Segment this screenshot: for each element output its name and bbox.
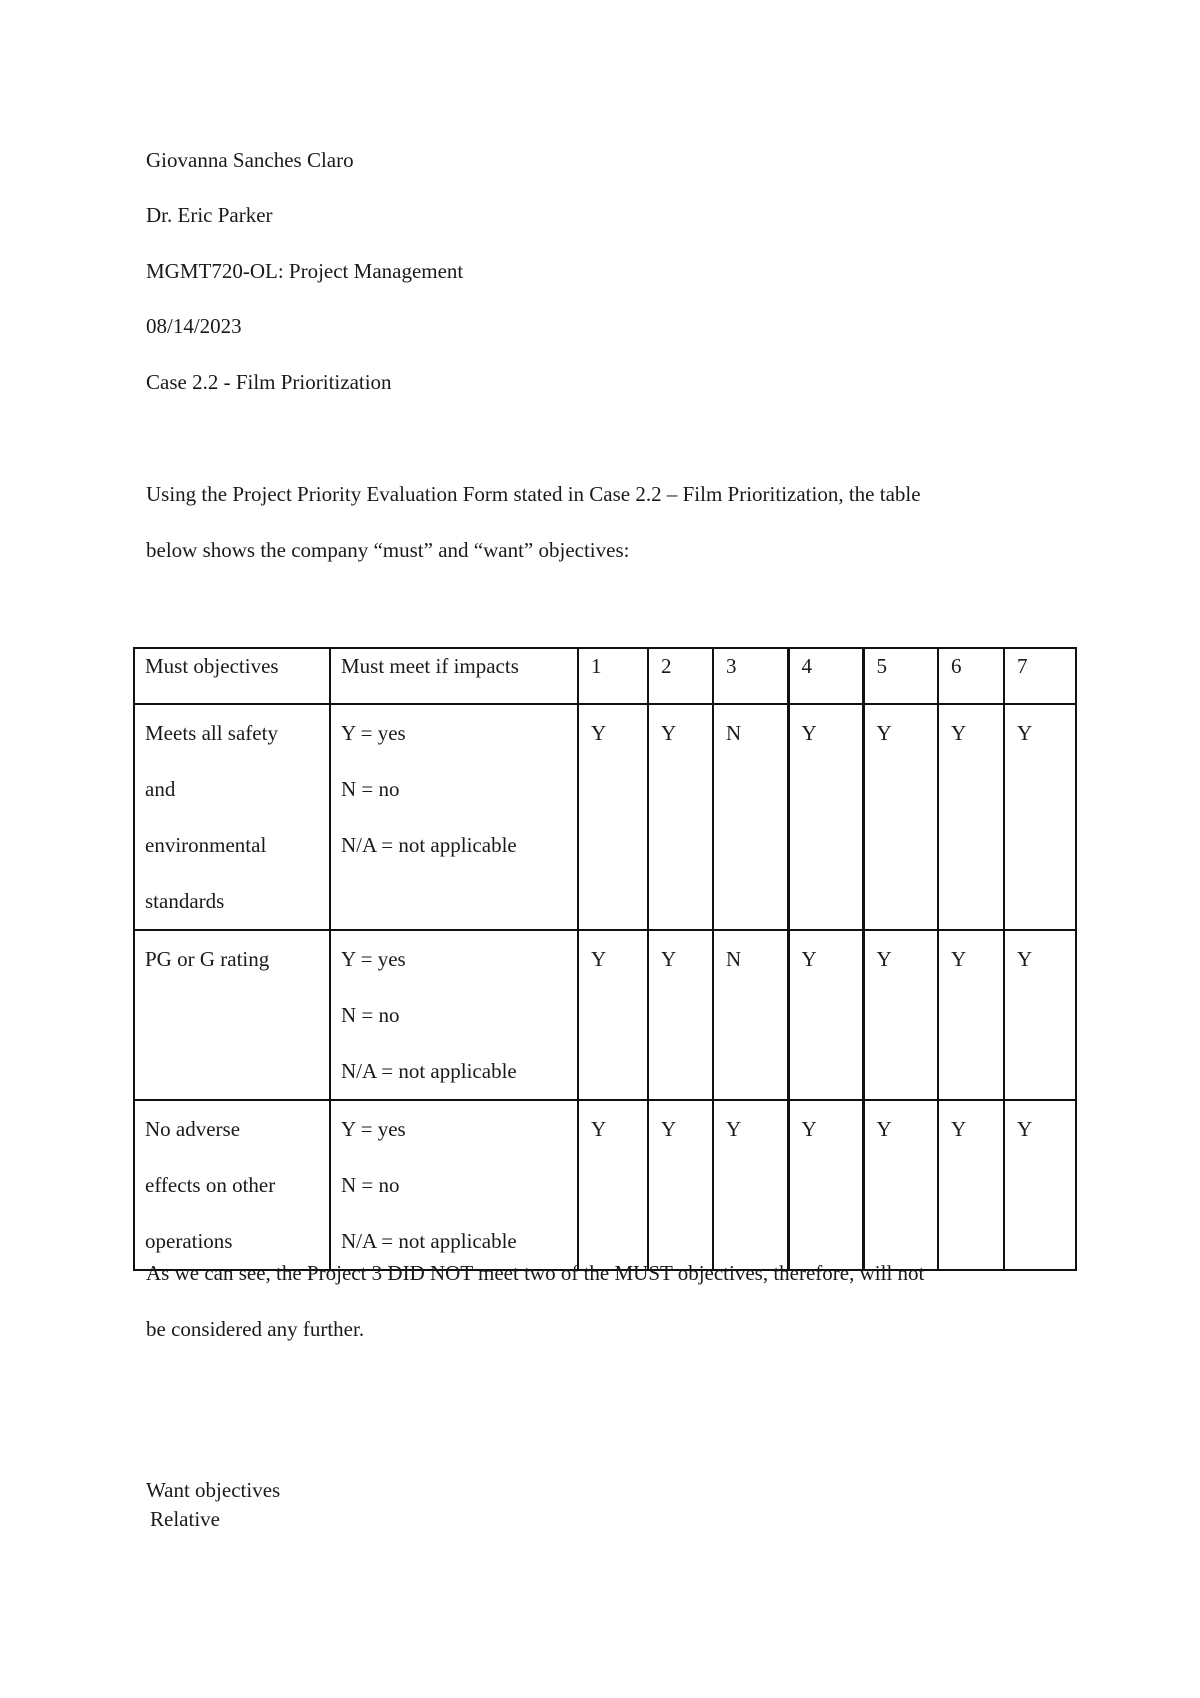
date: 08/14/2023 (146, 314, 242, 338)
course-name: MGMT720-OL: Project Management (146, 259, 464, 283)
table-row-adverse-effects (134, 1100, 1076, 1270)
want-objectives-heading: Want objectives (146, 1478, 281, 1502)
value-cell: Y (578, 930, 648, 1100)
author-name: Giovanna Sanches Claro (146, 148, 354, 172)
criteria-cell (330, 1100, 578, 1270)
value-cell: Y (1004, 1100, 1076, 1270)
value-cell: Y (1004, 704, 1076, 930)
value-cell: Y (788, 1100, 863, 1270)
header-project-2: 2 (648, 648, 713, 704)
objective-text: Meets all safety (145, 721, 278, 745)
objective-text: effects on other (145, 1173, 276, 1197)
header-project-4: 4 (788, 648, 863, 704)
criteria-cell (330, 930, 578, 1100)
value-cell: N (713, 704, 788, 930)
criteria-text: Y = yes (341, 947, 406, 971)
value-cell: N (713, 930, 788, 1100)
header-project-3: 3 (713, 648, 788, 704)
objective-text: operations (145, 1229, 233, 1253)
value-cell: Y (788, 704, 863, 930)
objective-text: and (145, 777, 176, 801)
conclusion-line-2: be considered any further. (146, 1317, 365, 1341)
objective-cell (134, 704, 330, 930)
value-cell: Y (938, 704, 1004, 930)
value-cell: Y (578, 704, 648, 930)
criteria-text: N/A = not applicable (341, 1059, 517, 1083)
value-cell: Y (648, 930, 713, 1100)
table-header-row (134, 648, 1076, 704)
value-cell: Y (938, 930, 1004, 1100)
value-cell: Y (713, 1100, 788, 1270)
value-cell: Y (1004, 930, 1076, 1100)
objective-text: PG or G rating (145, 947, 270, 971)
criteria-text: Y = yes (341, 721, 406, 745)
criteria-text: N = no (341, 1173, 400, 1197)
header-project-5: 5 (863, 648, 938, 704)
header-project-7: 7 (1004, 648, 1076, 704)
criteria-text: N = no (341, 1003, 400, 1027)
value-cell: Y (788, 930, 863, 1100)
value-cell: Y (938, 1100, 1004, 1270)
table-row-rating (134, 930, 1076, 1100)
instructor-name: Dr. Eric Parker (146, 203, 273, 227)
header-project-1: 1 (578, 648, 648, 704)
document-title: Case 2.2 - Film Prioritization (146, 370, 392, 394)
must-objectives-table (133, 647, 1077, 1271)
header-must-objectives: Must objectives (134, 648, 330, 704)
objective-cell (134, 1100, 330, 1270)
value-cell: Y (648, 1100, 713, 1270)
intro-line-2: below shows the company “must” and “want” objectives: (146, 538, 630, 562)
objective-text: standards (145, 889, 225, 913)
criteria-text: N/A = not applicable (341, 833, 517, 857)
objective-text: No adverse (145, 1117, 241, 1141)
relative-subheading: Relative (150, 1507, 220, 1531)
objective-cell (134, 930, 330, 1100)
intro-line-1: Using the Project Priority Evaluation Form stated in Case 2.2 – Film Prioritization, the table (146, 482, 921, 506)
criteria-text: Y = yes (341, 1117, 406, 1141)
value-cell: Y (863, 1100, 938, 1270)
table-row-safety (134, 704, 1076, 930)
value-cell: Y (863, 930, 938, 1100)
value-cell: Y (578, 1100, 648, 1270)
header-must-meet-if-impacts: Must meet if impacts (330, 648, 578, 704)
value-cell: Y (863, 704, 938, 930)
header-project-6: 6 (938, 648, 1004, 704)
conclusion-line-1: As we can see, the Project 3 DID NOT meet two of the MUST objectives, therefore, will not (146, 1261, 925, 1285)
value-cell: Y (648, 704, 713, 930)
criteria-text: N = no (341, 777, 400, 801)
criteria-text: N/A = not applicable (341, 1229, 517, 1253)
objective-text: environmental (145, 833, 267, 857)
criteria-cell (330, 704, 578, 930)
